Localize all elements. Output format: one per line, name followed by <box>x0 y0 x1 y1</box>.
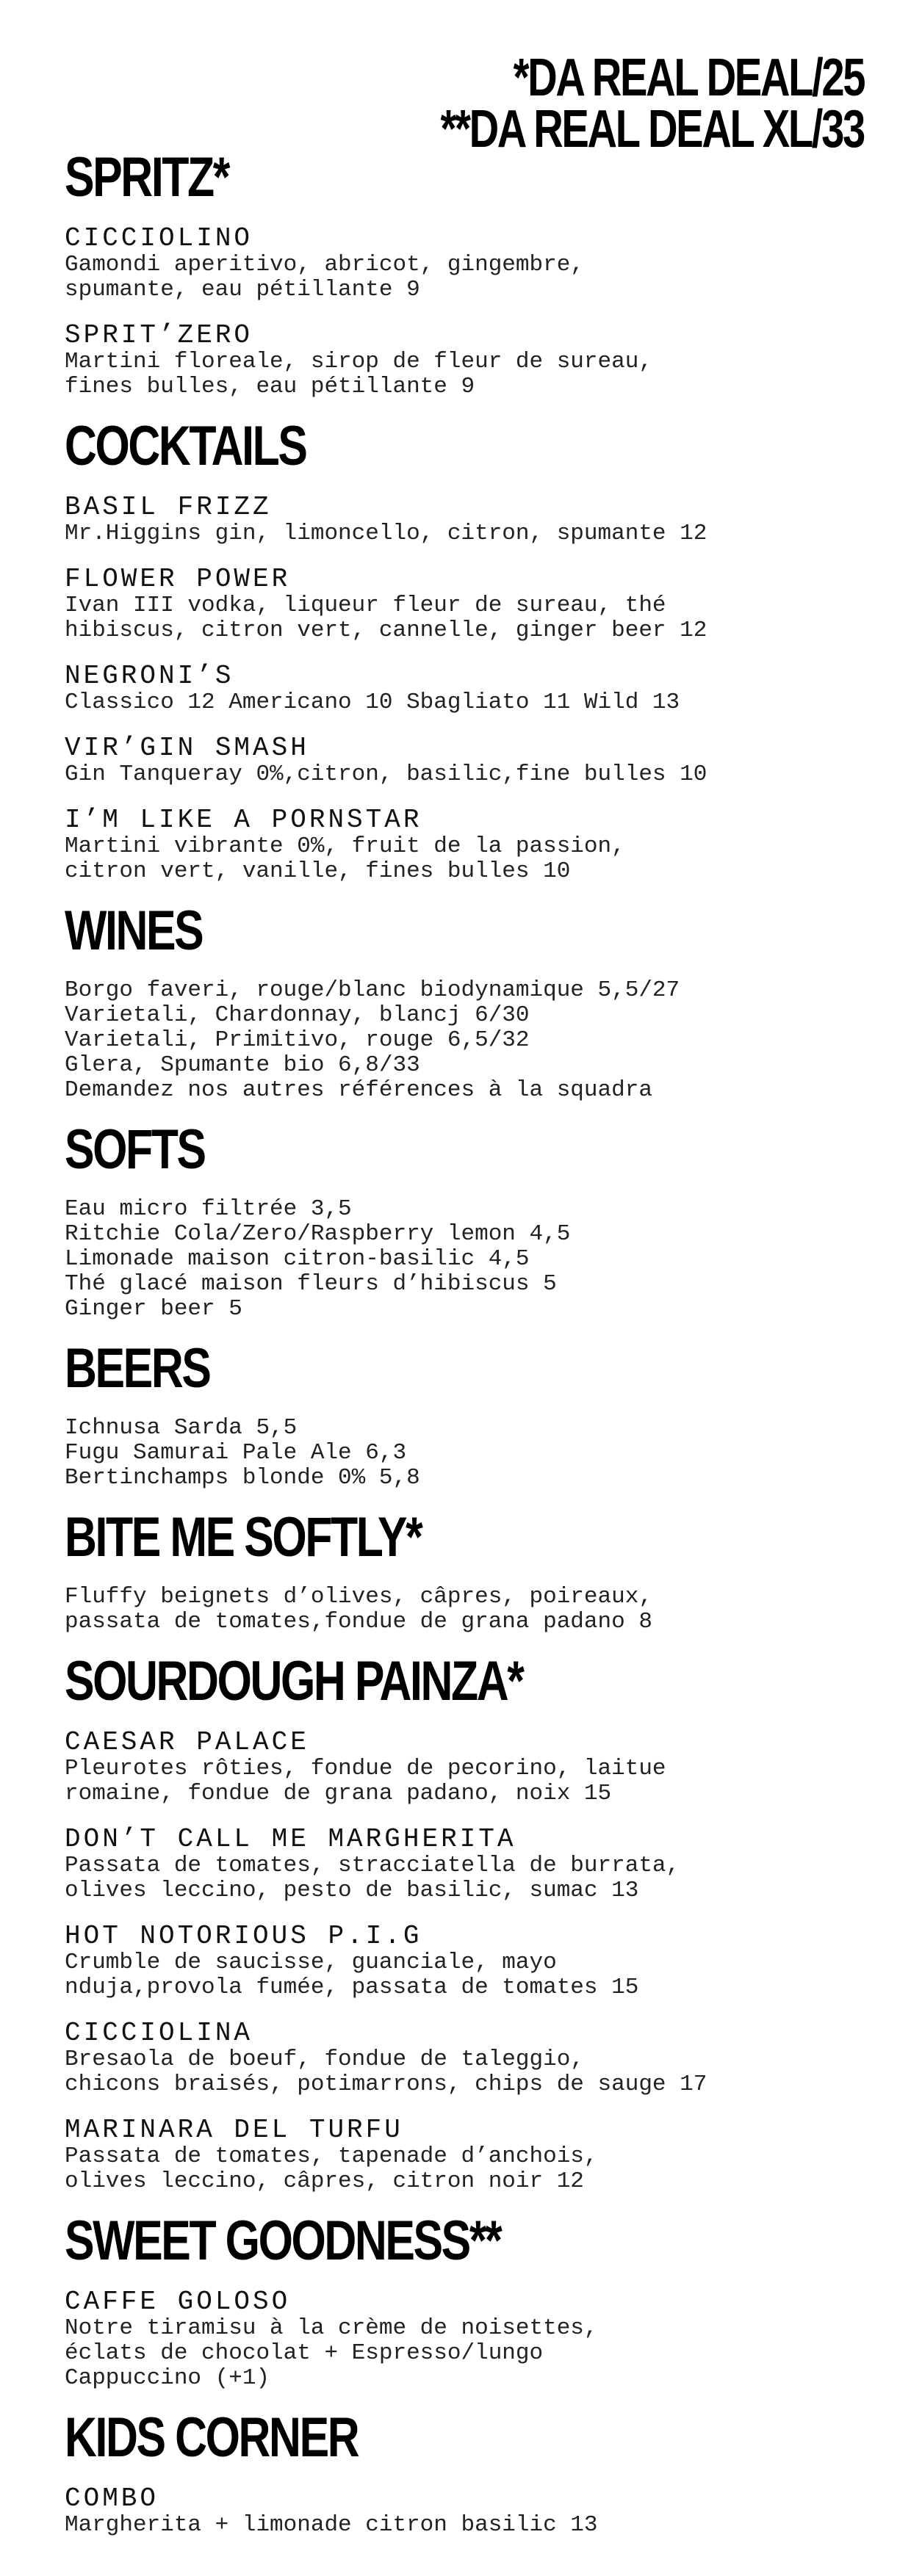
item-description: hibiscus, citron vert, cannelle, ginger beer 12 <box>65 618 707 643</box>
item-name: CAFFE GOLOSO <box>65 2287 291 2317</box>
menu-item <box>65 734 858 787</box>
menu-line: Demandez nos autres références à la squadra <box>65 1077 652 1103</box>
menu-item <box>65 662 858 715</box>
menu-item <box>65 1922 858 2000</box>
item-description: Margherita + limonade citron basilic 13 <box>65 2512 598 2538</box>
item-description: Crumble de saucisse, guanciale, mayo <box>65 1950 557 1975</box>
item-description: Classico 12 Americano 10 Sbagliato 11 Wild 13 <box>65 690 680 715</box>
item-name: COMBO <box>65 2483 159 2514</box>
menu-item <box>65 322 858 399</box>
menu-line: Thé glacé maison fleurs d’hibiscus 5 <box>65 1271 557 1297</box>
item-description: Passata de tomates, stracciatella de burrata, <box>65 1853 680 1878</box>
section-title: SOFTS <box>65 1118 205 1181</box>
item-description: chicons braisés, potimarrons, chips de sauge 17 <box>65 2072 707 2097</box>
item-name: VIR’GIN SMASH <box>65 733 309 763</box>
menu-item <box>65 565 858 643</box>
item-name: I’M LIKE A PORNSTAR <box>65 805 422 835</box>
item-name: FLOWER POWER <box>65 564 291 594</box>
menu-line: Ritchie Cola/Zero/Raspberry lemon 4,5 <box>65 1221 571 1247</box>
item-name: HOT NOTORIOUS P.I.G <box>65 1921 422 1951</box>
item-description: Martini floreale, sirop de fleur de sureau, <box>65 349 652 375</box>
section-title: BITE ME SOFTLY* <box>65 1506 422 1569</box>
deal-price-line-2: **DA REAL DEAL XL/33 <box>440 100 864 159</box>
menu-line: Ginger beer 5 <box>65 1296 242 1322</box>
section-spritz <box>65 147 858 399</box>
section-title: BEERS <box>65 1337 210 1400</box>
item-description: nduja,provola fumée, passata de tomates 15 <box>65 1975 639 2000</box>
item-name: DON’T CALL ME MARGHERITA <box>65 1824 516 1854</box>
item-description: Pleurotes rôties, fondue de pecorino, laitue <box>65 1756 666 1781</box>
section-sweet-goodness <box>65 2210 858 2391</box>
menu-line: Fugu Samurai Pale Ale 6,3 <box>65 1440 407 1466</box>
section-wines <box>65 900 858 1103</box>
section-title: SOURDOUGH PAINZA* <box>65 1650 523 1712</box>
item-description: Notre tiramisu à la crème de noisettes, <box>65 2315 598 2341</box>
section-title: SWEET GOODNESS** <box>65 2210 501 2272</box>
menu-line: Glera, Spumante bio 6,8/33 <box>65 1052 420 1078</box>
menu-item <box>65 225 858 303</box>
menu-line: Borgo faveri, rouge/blanc biodynamique 5,5/27 <box>65 977 680 1003</box>
section-bite-me-softly <box>65 1507 858 1635</box>
item-description: Ivan III vodka, liqueur fleur de sureau, thé <box>65 593 666 618</box>
menu-item <box>65 2485 858 2538</box>
section-title: KIDS CORNER <box>65 2406 359 2469</box>
menu-line: passata de tomates,fondue de grana padano 8 <box>65 1609 652 1635</box>
item-name: SPRIT’ZERO <box>65 320 253 350</box>
menu-content <box>65 147 858 2554</box>
item-description: Martini vibrante 0%, fruit de la passion, <box>65 833 625 859</box>
item-description: Bresaola de boeuf, fondue de taleggio, <box>65 2047 584 2072</box>
menu-line: Varietali, Chardonnay, blancj 6/30 <box>65 1002 530 1028</box>
item-description: Mr.Higgins gin, limoncello, citron, spumante 12 <box>65 521 707 546</box>
item-description: fines bulles, eau pétillante 9 <box>65 374 475 399</box>
item-description: Passata de tomates, tapenade d’anchois, <box>65 2143 598 2169</box>
item-description: éclats de chocolat + Espresso/lungo <box>65 2340 544 2366</box>
menu-item <box>65 1826 858 1903</box>
menu-item <box>65 1729 858 1806</box>
item-name: CAESAR PALACE <box>65 1727 309 1757</box>
item-name: MARINARA DEL TURFU <box>65 2115 403 2145</box>
menu-item <box>65 2288 858 2391</box>
item-description: Gin Tanqueray 0%,citron, basilic,fine bulles 10 <box>65 761 707 787</box>
item-description: citron vert, vanille, fines bulles 10 <box>65 858 571 884</box>
menu-item <box>65 2019 858 2097</box>
menu-item <box>65 806 858 884</box>
item-name: CICCIOLINO <box>65 223 253 253</box>
item-name: NEGRONI’S <box>65 661 234 691</box>
section-cocktails <box>65 416 858 884</box>
menu-line: Bertinchamps blonde 0% 5,8 <box>65 1465 420 1491</box>
item-description: spumante, eau pétillante 9 <box>65 277 420 303</box>
section-beers <box>65 1338 858 1491</box>
menu-item <box>65 2116 858 2194</box>
deal-price-line-1: *DA REAL DEAL/25 <box>513 48 864 107</box>
item-description: romaine, fondue de grana padano, noix 15 <box>65 1781 612 1806</box>
item-description: Cappuccino (+1) <box>65 2365 270 2391</box>
menu-line: Eau micro filtrée 3,5 <box>65 1196 352 1222</box>
menu-line: Varietali, Primitivo, rouge 6,5/32 <box>65 1027 530 1053</box>
section-title: SPRITZ* <box>65 146 229 209</box>
section-title: COCKTAILS <box>65 415 306 477</box>
menu-item <box>65 493 858 546</box>
section-title: WINES <box>65 900 203 962</box>
section-sourdough-painza <box>65 1651 858 2194</box>
item-name: BASIL FRIZZ <box>65 492 272 522</box>
section-softs <box>65 1119 858 1322</box>
item-description: olives leccino, câpres, citron noir 12 <box>65 2168 584 2194</box>
menu-line: Ichnusa Sarda 5,5 <box>65 1415 298 1441</box>
item-description: Gamondi aperitivo, abricot, gingembre, <box>65 252 584 278</box>
item-description: olives leccino, pesto de basilic, sumac 13 <box>65 1878 639 1903</box>
menu-line: Fluffy beignets d’olives, câpres, poireaux, <box>65 1584 652 1610</box>
section-kids-corner <box>65 2407 858 2538</box>
item-name: CICCIOLINA <box>65 2018 253 2048</box>
menu-line: Limonade maison citron-basilic 4,5 <box>65 1246 530 1272</box>
